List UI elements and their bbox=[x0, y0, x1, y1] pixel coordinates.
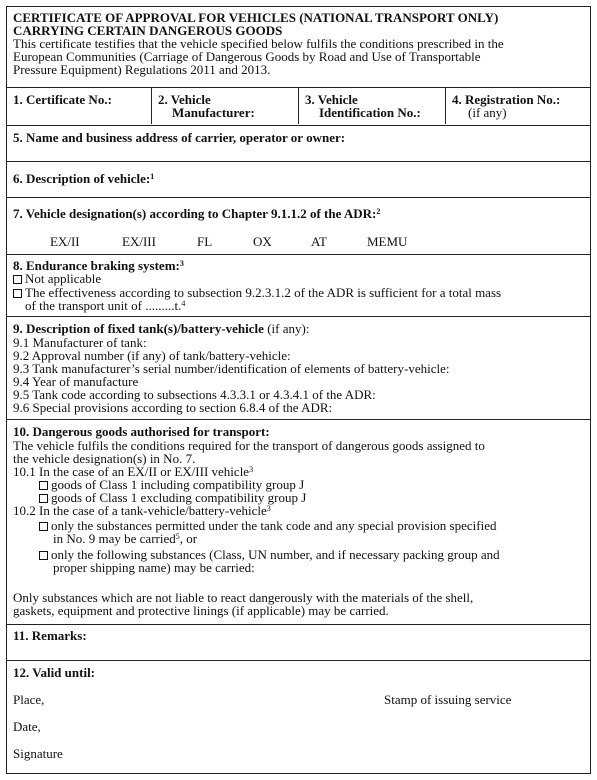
form-title-line1: CERTIFICATE OF APPROVAL FOR VEHICLES (NATIONAL TRANSPORT ONLY) bbox=[13, 10, 499, 25]
section-10 bbox=[7, 419, 590, 624]
intro-line1: This certificate testifies that the vehicle specified below fulfils the conditions prescribed in the bbox=[13, 36, 504, 51]
section-10-footer-line2: gaskets, equipment and protective linings (if applicable) may be carried. bbox=[13, 603, 389, 618]
section-9-label: 9. Description of fixed tank(s)/battery-vehicle bbox=[13, 321, 264, 336]
class1-excluding-j-checkbox[interactable] bbox=[39, 494, 48, 503]
intro-line3: Pressure Equipment) Regulations 2011 and 2013. bbox=[13, 62, 271, 77]
item-9-5: 9.5 Tank code according to subsections 4.3.3.1 or 4.3.4.1 of the ADR: bbox=[13, 387, 376, 402]
tank-code-checkbox[interactable] bbox=[39, 522, 48, 531]
section-9 bbox=[7, 316, 590, 419]
certificate-header bbox=[13, 11, 588, 76]
following-substances-line1: only the following substances (Class, UN number, and if necessary packing group and bbox=[51, 547, 500, 562]
stamp-label: Stamp of issuing service bbox=[384, 692, 512, 707]
section-8 bbox=[7, 254, 590, 316]
tank-code-text-line2: in No. 9 may be carried bbox=[53, 531, 176, 546]
section-7-text: 7. Vehicle designation(s) according to Chapter 9.1.1.2 of the ADR: bbox=[13, 206, 377, 221]
certificate-form bbox=[6, 6, 591, 774]
section-10-footer-line1: Only substances which are not liable to react dangerously with the materials of the shell, bbox=[13, 590, 474, 605]
footnote-ref-3: 3 bbox=[179, 259, 184, 268]
identification-row bbox=[7, 87, 590, 125]
section-9-suffix: (if any): bbox=[263, 321, 310, 336]
subsection-10-2-text: 10.2 In the case of a tank-vehicle/battery-vehicle bbox=[13, 503, 267, 518]
date-label: Date, bbox=[13, 719, 41, 734]
place-label: Place, bbox=[13, 692, 45, 707]
not-applicable-checkbox[interactable] bbox=[13, 275, 22, 284]
effectiveness-checkbox[interactable] bbox=[13, 289, 22, 298]
option-not-applicable-text: Not applicable bbox=[25, 271, 102, 286]
designation-at: AT bbox=[311, 234, 327, 249]
intro-line2: European Communities (Carriage of Dangerous Goods by Road and Use of Transportable bbox=[13, 49, 481, 64]
item-9-1: 9.1 Manufacturer of tank: bbox=[13, 335, 147, 350]
designation-fl: FL bbox=[197, 234, 213, 249]
section-11-label: 11. Remarks: bbox=[13, 628, 87, 643]
manufacturer-cell bbox=[151, 88, 298, 124]
item-9-6: 9.6 Special provisions according to section 6.8.4 of the ADR: bbox=[13, 400, 333, 415]
manufacturer-label-line1: 2. Vehicle bbox=[158, 92, 211, 107]
class1-including-j-checkbox[interactable] bbox=[39, 481, 48, 490]
section-12 bbox=[7, 660, 590, 773]
item-9-4: 9.4 Year of manufacture bbox=[13, 374, 139, 389]
manufacturer-label-line2: Manufacturer: bbox=[172, 105, 255, 120]
subsection-10-2 bbox=[13, 504, 271, 517]
section-5 bbox=[7, 125, 590, 161]
vin-label-line2: Identification No.: bbox=[319, 105, 421, 120]
section-11 bbox=[7, 624, 590, 660]
section-9-heading bbox=[13, 322, 309, 335]
section-6-label bbox=[13, 172, 154, 185]
section-8-text: 8. Endurance braking system: bbox=[13, 258, 180, 273]
option-tank-code-cont bbox=[53, 532, 197, 545]
option-effectiveness-line2: of the transport unit of .........t. bbox=[25, 298, 182, 313]
certificate-no-label: 1. Certificate No.: bbox=[13, 92, 112, 107]
section-6 bbox=[7, 161, 590, 197]
designation-ex3: EX/III bbox=[122, 234, 156, 249]
registration-label-line2: (if any) bbox=[468, 105, 507, 120]
footnote-ref-2: 2 bbox=[376, 207, 381, 216]
footnote-ref-4: 4 bbox=[181, 299, 186, 308]
section-7 bbox=[7, 197, 590, 254]
section-10-line1: The vehicle fulfils the conditions required for the transport of dangerous goods assigned to bbox=[13, 438, 485, 453]
footnote-ref-5: 5 bbox=[175, 532, 180, 541]
designation-ex2: EX/II bbox=[50, 234, 80, 249]
tank-code-text-or: , or bbox=[179, 531, 198, 546]
class1-excluding-j-text: goods of Class 1 excluding compatibility group J bbox=[51, 490, 307, 505]
section-7-label bbox=[13, 207, 380, 220]
form-title-line2: CARRYING CERTAIN DANGEROUS GOODS bbox=[13, 23, 283, 38]
section-10-line2: the vehicle designation(s) in No. 7. bbox=[13, 451, 196, 466]
item-9-2: 9.2 Approval number (if any) of tank/battery-vehicle: bbox=[13, 348, 291, 363]
registration-cell bbox=[445, 88, 590, 124]
signature-label: Signature bbox=[13, 746, 63, 761]
registration-label-line1: 4. Registration No.: bbox=[452, 92, 561, 107]
option-effectiveness-line1: The effectiveness according to subsection 9.2.3.1.2 of the ADR is sufficient for a total mass bbox=[25, 285, 502, 300]
subsection-10-1-text: 10.1 In the case of an EX/II or EX/III vehicle bbox=[13, 464, 250, 479]
vin-label-line1: 3. Vehicle bbox=[305, 92, 358, 107]
footnote-ref-3c: 3 bbox=[266, 504, 271, 513]
following-substances-line2: proper shipping name) may be carried: bbox=[53, 560, 255, 575]
section-10-label: 10. Dangerous goods authorised for transport: bbox=[13, 424, 270, 439]
footnote-ref-3b: 3 bbox=[249, 465, 254, 474]
option-effectiveness-cont bbox=[25, 299, 185, 312]
designation-ox: OX bbox=[253, 234, 272, 249]
class1-including-j-text: goods of Class 1 including compatibility group J bbox=[51, 477, 305, 492]
option-not-applicable bbox=[13, 272, 101, 285]
section-12-label: 12. Valid until: bbox=[13, 665, 96, 680]
item-9-3: 9.3 Tank manufacturer’s serial number/identification of elements of battery-vehicle: bbox=[13, 361, 450, 376]
designation-memu: MEMU bbox=[367, 234, 408, 249]
section-6-text: 6. Description of vehicle: bbox=[13, 171, 151, 186]
section-5-label: 5. Name and business address of carrier, operator or owner: bbox=[13, 130, 346, 145]
tank-code-text-line1: only the substances permitted under the tank code and any special provision specified bbox=[51, 518, 497, 533]
following-substances-checkbox[interactable] bbox=[39, 551, 48, 560]
vin-cell bbox=[298, 88, 445, 124]
footnote-ref-1: 1 bbox=[150, 172, 155, 181]
